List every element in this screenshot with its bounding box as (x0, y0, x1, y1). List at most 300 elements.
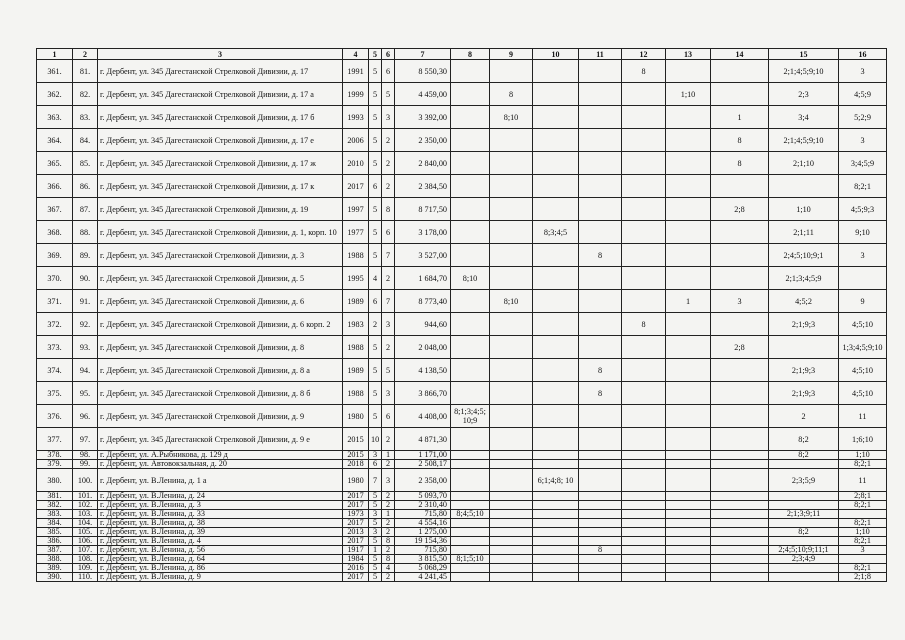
row-number: 364. (37, 129, 73, 152)
col-10-cell (533, 492, 579, 501)
address-cell: г. Дербент, ул. В.Ленина, д. 3 (98, 501, 343, 510)
col-10-cell (533, 573, 579, 582)
col-15-cell (769, 573, 839, 582)
col-14-cell: 2;8 (711, 198, 769, 221)
year-cell: 2010 (343, 152, 369, 175)
entrances-cell: 2 (382, 129, 395, 152)
entrances-cell: 2 (382, 428, 395, 451)
sub-number: 90. (73, 267, 98, 290)
address-cell: г. Дербент, ул. 345 Дагестанской Стрелковой Дивизии, д. 9 е (98, 428, 343, 451)
col-12-cell (622, 573, 666, 582)
col-15-cell: 2;1;4;5;9;10 (769, 60, 839, 83)
row-number: 385. (37, 528, 73, 537)
table-row (37, 359, 887, 382)
column-header: 6 (382, 49, 395, 60)
col-10-cell (533, 382, 579, 405)
floors-cell: 6 (369, 175, 382, 198)
entrances-cell: 2 (382, 267, 395, 290)
table-row (37, 519, 887, 528)
col-8-cell (451, 451, 490, 460)
area-cell: 4 408,00 (395, 405, 451, 428)
floors-cell: 5 (369, 60, 382, 83)
col-14-cell (711, 451, 769, 460)
col-9-cell: 8 (490, 83, 533, 106)
entrances-cell: 7 (382, 244, 395, 267)
floors-cell: 5 (369, 106, 382, 129)
col-10-cell (533, 428, 579, 451)
col-10-cell (533, 106, 579, 129)
area-cell: 2 840,00 (395, 152, 451, 175)
table-row (37, 106, 887, 129)
col-9-cell (490, 60, 533, 83)
area-cell: 2 384,50 (395, 175, 451, 198)
col-11-cell (579, 528, 622, 537)
col-9-cell (490, 428, 533, 451)
col-14-cell: 3 (711, 290, 769, 313)
floors-cell: 5 (369, 152, 382, 175)
col-12-cell (622, 382, 666, 405)
column-header: 10 (533, 49, 579, 60)
col-16-cell (839, 555, 887, 564)
year-cell: 2006 (343, 129, 369, 152)
table-row (37, 83, 887, 106)
col-12-cell (622, 510, 666, 519)
col-13-cell (666, 451, 711, 460)
col-15-cell (769, 501, 839, 510)
area-cell: 715,80 (395, 510, 451, 519)
col-11-cell: 8 (579, 382, 622, 405)
area-cell: 5 093,70 (395, 492, 451, 501)
col-14-cell (711, 405, 769, 428)
row-number: 379. (37, 460, 73, 469)
col-14-cell (711, 267, 769, 290)
year-cell: 1980 (343, 405, 369, 428)
floors-cell: 3 (369, 528, 382, 537)
col-8-cell: 8;1;5;10 (451, 555, 490, 564)
col-12-cell (622, 129, 666, 152)
col-11-cell (579, 492, 622, 501)
col-9-cell (490, 528, 533, 537)
floors-cell: 5 (369, 244, 382, 267)
col-15-cell: 8;2 (769, 528, 839, 537)
year-cell: 1983 (343, 313, 369, 336)
entrances-cell: 2 (382, 501, 395, 510)
floors-cell: 5 (369, 573, 382, 582)
floors-cell: 5 (369, 564, 382, 573)
col-16-cell: 9 (839, 290, 887, 313)
col-16-cell: 8;2;1 (839, 519, 887, 528)
col-13-cell (666, 546, 711, 555)
floors-cell: 5 (369, 336, 382, 359)
entrances-cell: 2 (382, 152, 395, 175)
column-header: 16 (839, 49, 887, 60)
address-cell: г. Дербент, ул. В.Ленина, д. 64 (98, 555, 343, 564)
floors-cell: 5 (369, 501, 382, 510)
table-row (37, 175, 887, 198)
row-number: 370. (37, 267, 73, 290)
entrances-cell: 2 (382, 460, 395, 469)
col-8-cell (451, 460, 490, 469)
address-cell: г. Дербент, ул. 345 Дагестанской Стрелковой Дивизии, д. 8 б (98, 382, 343, 405)
col-11-cell: 8 (579, 359, 622, 382)
col-16-cell: 8;2;1 (839, 460, 887, 469)
col-10-cell (533, 519, 579, 528)
col-10-cell: 8;3;4;5 (533, 221, 579, 244)
row-number: 388. (37, 555, 73, 564)
col-13-cell (666, 555, 711, 564)
col-14-cell (711, 469, 769, 492)
floors-cell: 5 (369, 405, 382, 428)
col-15-cell: 2;3 (769, 83, 839, 106)
sub-number: 89. (73, 244, 98, 267)
col-9-cell (490, 359, 533, 382)
year-cell: 1997 (343, 198, 369, 221)
table-row (37, 537, 887, 546)
col-14-cell (711, 428, 769, 451)
col-16-cell: 4;5;10 (839, 359, 887, 382)
entrances-cell: 2 (382, 546, 395, 555)
address-cell: г. Дербент, ул. 345 Дагестанской Стрелковой Дивизии, д. 9 (98, 405, 343, 428)
col-8-cell (451, 519, 490, 528)
table-row (37, 221, 887, 244)
entrances-cell: 8 (382, 198, 395, 221)
col-15-cell: 2;1;11 (769, 221, 839, 244)
floors-cell: 5 (369, 83, 382, 106)
col-11-cell (579, 564, 622, 573)
year-cell: 2017 (343, 492, 369, 501)
col-8-cell (451, 546, 490, 555)
floors-cell: 1 (369, 546, 382, 555)
entrances-cell: 8 (382, 555, 395, 564)
table-row (37, 428, 887, 451)
col-14-cell (711, 573, 769, 582)
col-16-cell: 1;6;10 (839, 428, 887, 451)
row-number: 368. (37, 221, 73, 244)
address-cell: г. Дербент, ул. 345 Дагестанской Стрелковой Дивизии, д. 17 е (98, 129, 343, 152)
entrances-cell: 3 (382, 469, 395, 492)
col-10-cell (533, 152, 579, 175)
entrances-cell: 6 (382, 60, 395, 83)
col-9-cell (490, 313, 533, 336)
col-9-cell (490, 510, 533, 519)
col-16-cell: 2;1;8 (839, 573, 887, 582)
address-cell: г. Дербент, ул. 345 Дагестанской Стрелковой Дивизии, д. 3 (98, 244, 343, 267)
col-9-cell (490, 382, 533, 405)
col-15-cell: 2;1;3;9;11 (769, 510, 839, 519)
year-cell: 2016 (343, 564, 369, 573)
col-16-cell: 1;10 (839, 451, 887, 460)
address-cell: г. Дербент, ул. В.Ленина, д. 86 (98, 564, 343, 573)
col-12-cell (622, 244, 666, 267)
col-16-cell: 4;5;9;3 (839, 198, 887, 221)
floors-cell: 3 (369, 510, 382, 519)
col-13-cell (666, 267, 711, 290)
address-cell: г. Дербент, ул. Автовокзальная, д. 20 (98, 460, 343, 469)
col-9-cell (490, 573, 533, 582)
col-11-cell (579, 198, 622, 221)
col-10-cell (533, 290, 579, 313)
table-row (37, 60, 887, 83)
floors-cell: 5 (369, 555, 382, 564)
address-cell: г. Дербент, ул. 345 Дагестанской Стрелковой Дивизии, д. 1, корп. 10 (98, 221, 343, 244)
table-row (37, 573, 887, 582)
col-13-cell (666, 198, 711, 221)
col-13-cell (666, 60, 711, 83)
col-8-cell (451, 60, 490, 83)
address-cell: г. Дербент, ул. В.Ленина, д. 39 (98, 528, 343, 537)
col-9-cell (490, 564, 533, 573)
col-15-cell (769, 336, 839, 359)
col-11-cell (579, 519, 622, 528)
year-cell: 1995 (343, 267, 369, 290)
col-10-cell (533, 198, 579, 221)
year-cell: 1999 (343, 83, 369, 106)
table-row (37, 451, 887, 460)
col-14-cell (711, 359, 769, 382)
column-header: 3 (98, 49, 343, 60)
row-number: 361. (37, 60, 73, 83)
col-15-cell: 2;1;4;5;9;10 (769, 129, 839, 152)
table-row (37, 528, 887, 537)
col-12-cell (622, 221, 666, 244)
sub-number: 85. (73, 152, 98, 175)
col-8-cell (451, 313, 490, 336)
col-12-cell: 8 (622, 313, 666, 336)
col-11-cell (579, 106, 622, 129)
col-9-cell (490, 537, 533, 546)
year-cell: 2015 (343, 428, 369, 451)
table-row (37, 244, 887, 267)
area-cell: 2 048,00 (395, 336, 451, 359)
col-9-cell (490, 555, 533, 564)
column-header: 8 (451, 49, 490, 60)
col-13-cell (666, 175, 711, 198)
col-14-cell (711, 501, 769, 510)
entrances-cell: 3 (382, 382, 395, 405)
table-row (37, 555, 887, 564)
col-11-cell: 8 (579, 546, 622, 555)
col-15-cell (769, 537, 839, 546)
sub-number: 103. (73, 510, 98, 519)
col-9-cell (490, 244, 533, 267)
column-header: 12 (622, 49, 666, 60)
col-15-cell: 2;1;10 (769, 152, 839, 175)
area-cell: 2 350,00 (395, 129, 451, 152)
year-cell: 1977 (343, 221, 369, 244)
col-11-cell (579, 469, 622, 492)
year-cell: 1989 (343, 290, 369, 313)
col-14-cell (711, 546, 769, 555)
col-12-cell (622, 451, 666, 460)
col-9-cell (490, 221, 533, 244)
row-number: 383. (37, 510, 73, 519)
col-10-cell (533, 555, 579, 564)
col-12-cell (622, 106, 666, 129)
col-9-cell (490, 501, 533, 510)
sub-number: 92. (73, 313, 98, 336)
col-12-cell (622, 428, 666, 451)
year-cell: 1980 (343, 469, 369, 492)
col-11-cell (579, 555, 622, 564)
col-14-cell (711, 60, 769, 83)
floors-cell: 5 (369, 198, 382, 221)
area-cell: 8 717,50 (395, 198, 451, 221)
col-10-cell (533, 267, 579, 290)
column-header: 2 (73, 49, 98, 60)
col-11-cell (579, 428, 622, 451)
col-14-cell (711, 537, 769, 546)
year-cell: 1989 (343, 359, 369, 382)
floors-cell: 5 (369, 492, 382, 501)
area-cell: 2 358,00 (395, 469, 451, 492)
col-11-cell (579, 175, 622, 198)
col-15-cell: 2;4;5;10;9;1 (769, 244, 839, 267)
col-14-cell (711, 460, 769, 469)
col-10-cell (533, 451, 579, 460)
col-13-cell (666, 106, 711, 129)
col-16-cell: 8;2;1 (839, 537, 887, 546)
sub-number: 109. (73, 564, 98, 573)
col-12-cell (622, 198, 666, 221)
col-9-cell (490, 469, 533, 492)
col-12-cell (622, 501, 666, 510)
address-cell: г. Дербент, ул. 345 Дагестанской Стрелковой Дивизии, д. 17 ж (98, 152, 343, 175)
col-13-cell (666, 129, 711, 152)
column-header: 14 (711, 49, 769, 60)
col-9-cell (490, 405, 533, 428)
table-row (37, 382, 887, 405)
table-row (37, 469, 887, 492)
entrances-cell: 1 (382, 510, 395, 519)
col-12-cell (622, 469, 666, 492)
sub-number: 93. (73, 336, 98, 359)
floors-cell: 5 (369, 221, 382, 244)
col-8-cell (451, 428, 490, 451)
col-15-cell (769, 460, 839, 469)
table-row (37, 501, 887, 510)
address-cell: г. Дербент, ул. В.Ленина, д. 4 (98, 537, 343, 546)
sub-number: 86. (73, 175, 98, 198)
col-8-cell: 8;10 (451, 267, 490, 290)
address-cell: г. Дербент, ул. 345 Дагестанской Стрелковой Дивизии, д. 8 а (98, 359, 343, 382)
sub-number: 100. (73, 469, 98, 492)
area-cell: 8 550,30 (395, 60, 451, 83)
col-10-cell (533, 359, 579, 382)
sub-number: 99. (73, 460, 98, 469)
entrances-cell: 2 (382, 573, 395, 582)
col-16-cell: 3 (839, 129, 887, 152)
sub-number: 97. (73, 428, 98, 451)
col-14-cell (711, 510, 769, 519)
col-16-cell: 5;2;9 (839, 106, 887, 129)
table-row (37, 546, 887, 555)
col-11-cell (579, 267, 622, 290)
entrances-cell: 3 (382, 106, 395, 129)
col-8-cell (451, 501, 490, 510)
col-11-cell (579, 451, 622, 460)
col-8-cell (451, 573, 490, 582)
floors-cell: 6 (369, 290, 382, 313)
col-16-cell: 8;2;1 (839, 564, 887, 573)
column-header: 15 (769, 49, 839, 60)
area-cell: 2 508,17 (395, 460, 451, 469)
col-13-cell (666, 460, 711, 469)
floors-cell: 5 (369, 382, 382, 405)
sub-number: 96. (73, 405, 98, 428)
col-15-cell: 2;1;3;4;5;9 (769, 267, 839, 290)
address-cell: г. Дербент, ул. 345 Дагестанской Стрелковой Дивизии, д. 5 (98, 267, 343, 290)
col-16-cell: 8;2;1 (839, 501, 887, 510)
col-9-cell (490, 129, 533, 152)
col-14-cell (711, 564, 769, 573)
sub-number: 108. (73, 555, 98, 564)
col-12-cell (622, 492, 666, 501)
table-row (37, 152, 887, 175)
area-cell: 2 310,40 (395, 501, 451, 510)
col-9-cell (490, 152, 533, 175)
col-15-cell: 2;3;5;9 (769, 469, 839, 492)
col-8-cell (451, 492, 490, 501)
entrances-cell: 1 (382, 451, 395, 460)
table-row (37, 290, 887, 313)
col-15-cell (769, 492, 839, 501)
col-11-cell (579, 83, 622, 106)
address-cell: г. Дербент, ул. 345 Дагестанской Стрелковой Дивизии, д. 6 корп. 2 (98, 313, 343, 336)
col-11-cell (579, 405, 622, 428)
col-16-cell: 3 (839, 546, 887, 555)
column-header: 13 (666, 49, 711, 60)
col-14-cell (711, 83, 769, 106)
col-12-cell (622, 152, 666, 175)
col-10-cell (533, 510, 579, 519)
col-16-cell: 4;5;9 (839, 83, 887, 106)
entrances-cell: 8 (382, 537, 395, 546)
column-header: 5 (369, 49, 382, 60)
col-13-cell: 1 (666, 290, 711, 313)
row-number: 372. (37, 313, 73, 336)
col-13-cell (666, 221, 711, 244)
col-10-cell (533, 336, 579, 359)
table-row (37, 336, 887, 359)
table-row (37, 564, 887, 573)
col-12-cell (622, 175, 666, 198)
col-10-cell (533, 528, 579, 537)
table-row (37, 267, 887, 290)
address-cell: г. Дербент, ул. В.Ленина, д. 24 (98, 492, 343, 501)
col-11-cell (579, 60, 622, 83)
entrances-cell: 3 (382, 313, 395, 336)
sub-number: 91. (73, 290, 98, 313)
row-number: 366. (37, 175, 73, 198)
table-row (37, 405, 887, 428)
floors-cell: 4 (369, 267, 382, 290)
column-header: 4 (343, 49, 369, 60)
area-cell: 1 171,00 (395, 451, 451, 460)
row-number: 376. (37, 405, 73, 428)
col-8-cell (451, 564, 490, 573)
address-cell: г. Дербент, ул. В.Ленина, д. 56 (98, 546, 343, 555)
col-10-cell (533, 175, 579, 198)
area-cell: 944,60 (395, 313, 451, 336)
col-15-cell: 2;1;9;3 (769, 382, 839, 405)
address-cell: г. Дербент, ул. А.Рыбникова, д. 129 д (98, 451, 343, 460)
entrances-cell: 5 (382, 359, 395, 382)
row-number: 373. (37, 336, 73, 359)
row-number: 380. (37, 469, 73, 492)
row-number: 362. (37, 83, 73, 106)
year-cell: 1973 (343, 510, 369, 519)
row-number: 363. (37, 106, 73, 129)
